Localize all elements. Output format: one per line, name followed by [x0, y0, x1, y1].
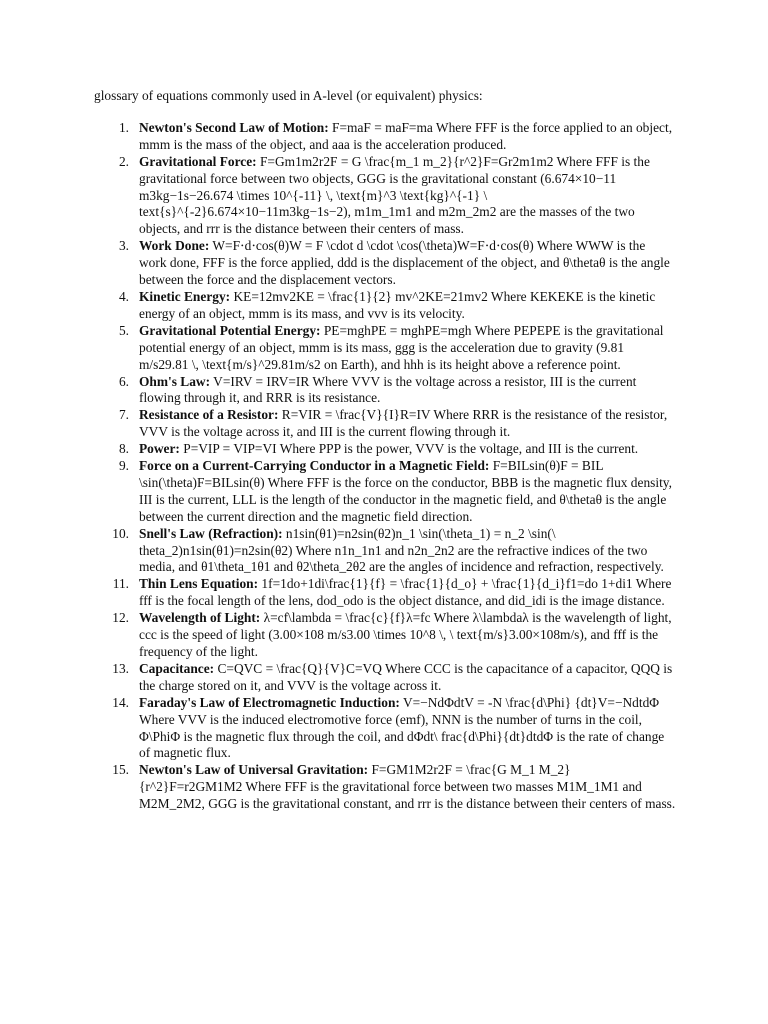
- item-number: 1.: [118, 119, 129, 135]
- item-number: 11.: [112, 576, 129, 592]
- equation-title: Thin Lens Equation:: [139, 576, 259, 592]
- equation-description: P=VIP = VIP=VI Where PPP is the power, VVV is the voltage, and III is the current.: [179, 441, 639, 457]
- equation-item: [94, 289, 676, 323]
- equation-item: [94, 374, 676, 408]
- item-number: 14.: [112, 694, 129, 710]
- equation-description: F=maF = maF=ma Where FFF is the force applied to an object, mmm is the mass of the object, and aaa is the acceleration produced.: [139, 119, 673, 152]
- intro-text: glossary of equations commonly used in A-level (or equivalent) physics:: [94, 88, 483, 103]
- equation-description: n1sin(θ1)=n2sin(θ2)n_1 \sin(\theta_1) = n_2 \sin(\ theta_2)n1sin(θ1)=n2sin(θ2) Where n1n_1n1 and n2n_2n2 are the refractive indices of the two media, and θ1\theta_1θ1 and θ2\theta_2θ2 are the angles of incidence and refraction, respectively.: [139, 525, 664, 575]
- equation-item: [94, 154, 676, 239]
- equation-description: PE=mghPE = mghPE=mgh Where PEPEPE is the gravitational potential energy of an object, mmm is its mass, ggg is the acceleration due to gravity (9.81 m/s29.81 \, \text{m/s}^29.81m/s2 on Earth), and hhh is its height above a reference point.: [139, 322, 664, 372]
- equation-title: Power:: [139, 441, 180, 457]
- equation-description: V=IRV = IRV=IR Where VVV is the voltage across a resistor, III is the current flowing through it, and RRR is its resistance.: [139, 373, 637, 406]
- item-number: 9.: [118, 458, 129, 474]
- equation-description: F=BILsin(θ)F = BIL \sin(\theta)F=BILsin(θ) Where FFF is the force on the conductor, BBB is the magnetic flux density, III is the current, LLL is the length of the conductor in the magnetic field, and θ\thetaθ is the angle between the current direction and the magnetic field direction.: [139, 458, 672, 524]
- equation-item: [94, 407, 676, 441]
- item-number: 6.: [118, 373, 129, 389]
- equation-title: Kinetic Energy:: [139, 288, 231, 304]
- equation-item: [94, 526, 676, 577]
- equation-description: R=VIR = \frac{V}{I}R=IV Where RRR is the resistance of the resistor, VVV is the voltage across it, and III is the current flowing through it.: [139, 407, 668, 440]
- equation-item: [94, 323, 676, 374]
- item-number: 5.: [118, 322, 129, 338]
- equation-description: 1f=1do+1di\frac{1}{f} = \frac{1}{d_o} + \frac{1}{d_i}f1=do 1+di1 Where fff is the focal length of the lens, dod_odo is the object distance, and did_idi is the image distance.: [139, 576, 672, 609]
- equation-title: Newton's Law of Universal Gravitation:: [139, 762, 369, 778]
- equation-title: Resistance of a Resistor:: [139, 407, 279, 423]
- equation-list: [94, 120, 676, 813]
- item-number: 10.: [112, 525, 129, 541]
- item-number: 8.: [118, 441, 129, 457]
- equation-description: W=F⋅d⋅cos(θ)W = F \cdot d \cdot \cos(\theta)W=F⋅d⋅cos(θ) Where WWW is the work done, FFF is the force applied, ddd is the displacement of the object, and θ\thetaθ is the angle between the force and the displacement vectors.: [139, 238, 670, 288]
- equation-item: [94, 661, 676, 695]
- equation-description: KE=12mv2KE = \frac{1}{2} mv^2KE=21mv2 Where KEKEKE is the kinetic energy of an object, mmm is its mass, and vvv is its velocity.: [139, 288, 656, 321]
- equation-description: V=−NdΦdtV = -N \frac{d\Phi} {dt}V=−NdtdΦ Where VVV is the induced electromotive force (emf), NNN is the number of turns in the coil, Φ\PhiΦ is the magnetic flux through the coil, and dΦdt\ frac{d\Phi}{dt}dtdΦ is the rate of change of magnetic flux.: [139, 694, 665, 761]
- equation-item: [94, 441, 676, 458]
- item-number: 7.: [118, 407, 129, 423]
- equation-item: [94, 458, 676, 526]
- equation-title: Force on a Current-Carrying Conductor in a Magnetic Field:: [139, 458, 490, 474]
- equation-title: Wavelength of Light:: [139, 610, 261, 626]
- equation-description: F=GM1M2r2F = \frac{G M_1 M_2} {r^2}F=r2GM1M2 Where FFF is the gravitational force between two masses M1M_1M1 and M2M_2M2, GGG is the gravitational constant, and rrr is the distance between their centers of mass.: [139, 762, 676, 812]
- equation-title: Snell's Law (Refraction):: [139, 525, 283, 541]
- item-number: 12.: [112, 610, 129, 626]
- equation-title: Newton's Second Law of Motion:: [139, 119, 329, 135]
- equation-item: [94, 695, 676, 763]
- equation-title: Capacitance:: [139, 660, 215, 676]
- item-number: 15.: [112, 762, 129, 778]
- equation-description: F=Gm1m2r2F = G \frac{m_1 m_2}{r^2}F=Gr2m1m2 Where FFF is the gravitational force between two objects, GGG is the gravitational constant (6.674×10−11 m3kg−1s−26.674 \times 10^{-11} \, \text{m}^3 \text{kg}^{-1} \ text{s}^{-2}6.674×10−11m3kg−1s−2), m1m_1m1 and m2m_2m2 are the masses of the two objects, and rrr is the distance between their centers of mass.: [139, 153, 650, 237]
- equation-item: [94, 762, 676, 813]
- item-number: 4.: [118, 288, 129, 304]
- equation-title: Work Done:: [139, 238, 210, 254]
- document-page: [94, 88, 676, 813]
- equation-item: [94, 238, 676, 289]
- equation-title: Gravitational Force:: [139, 153, 257, 169]
- item-number: 2.: [118, 153, 129, 169]
- equation-item: [94, 120, 676, 154]
- equation-description: λ=cf\lambda = \frac{c}{f}λ=fc Where λ\lambdaλ is the wavelength of light, ccc is the speed of light (3.00×108 m/s3.00 \times 10^8 \, \ text{m/s}3.00×108m/s), and fff is the frequency of the light.: [139, 610, 672, 659]
- equation-title: Faraday's Law of Electromagnetic Induction:: [139, 694, 400, 710]
- equation-item: [94, 610, 676, 661]
- item-number: 13.: [112, 660, 129, 676]
- equation-title: Ohm's Law:: [139, 373, 211, 389]
- equation-title: Gravitational Potential Energy:: [139, 322, 321, 338]
- equation-item: [94, 576, 676, 610]
- equation-description: C=QVC = \frac{Q}{V}C=VQ Where CCC is the capacitance of a capacitor, QQQ is the charge stored on it, and VVV is the voltage across it.: [139, 660, 673, 693]
- item-number: 3.: [118, 238, 129, 254]
